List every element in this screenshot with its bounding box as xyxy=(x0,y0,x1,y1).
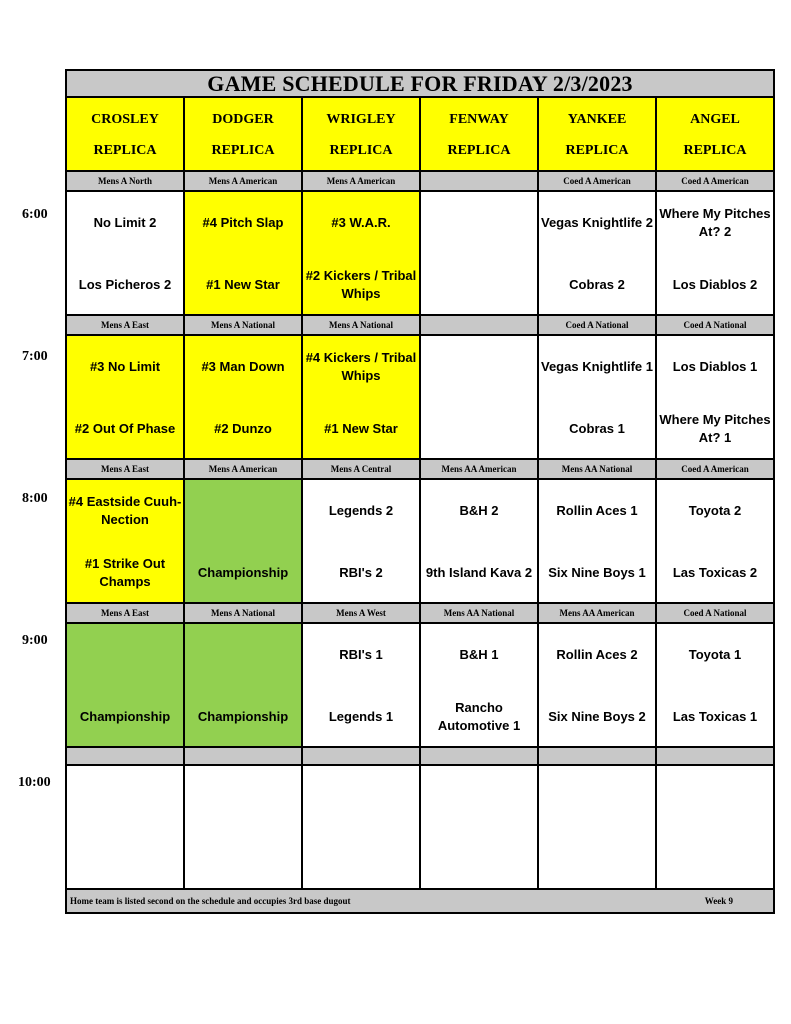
away-team: Rollin Aces 1 xyxy=(556,503,638,518)
game-cell xyxy=(185,766,303,888)
spacer-row xyxy=(67,748,773,766)
game-cell xyxy=(539,336,657,458)
division-label xyxy=(67,748,185,764)
away-team: B&H 2 xyxy=(459,503,499,518)
game-cell xyxy=(185,480,303,602)
game-cell xyxy=(303,192,421,314)
away-team: Toyota 2 xyxy=(688,503,742,518)
field-name: FENWAY xyxy=(449,111,509,127)
game-cell xyxy=(657,624,773,746)
field-name: YANKEE xyxy=(567,111,627,127)
field-header-crosley xyxy=(67,98,185,170)
field-header-row xyxy=(67,98,773,172)
away-team: #4 Pitch Slap xyxy=(202,215,284,230)
division-label xyxy=(421,316,539,334)
division-label: Mens A National xyxy=(185,604,303,622)
division-label xyxy=(185,748,303,764)
week-label: Week 9 xyxy=(704,896,733,906)
away-team: #4 Eastside Cuuh-Nection xyxy=(68,494,182,527)
division-label: Mens A East xyxy=(67,460,185,478)
away-team: Vegas Knightlife 1 xyxy=(541,359,653,374)
game-cell xyxy=(421,766,539,888)
division-row xyxy=(67,460,773,480)
home-team-note: Home team is listed second on the schedule and occupies 3rd base dugout xyxy=(70,896,351,906)
home-team: Rancho Automotive 1 xyxy=(437,700,521,733)
division-label: Coed A American xyxy=(681,464,749,474)
game-cell xyxy=(539,624,657,746)
field-name: CROSLEY xyxy=(91,111,159,127)
field-header-fenway xyxy=(421,98,539,170)
game-cell xyxy=(67,192,185,314)
home-team: #1 New Star xyxy=(324,421,398,436)
division-label: Coed A American xyxy=(681,176,749,186)
schedule-footer xyxy=(67,890,773,912)
away-team: Rollin Aces 2 xyxy=(556,647,638,662)
home-team: Where My Pitches At? 1 xyxy=(659,412,771,445)
field-sub: REPLICA xyxy=(329,142,393,158)
home-team: #2 Kickers / Tribal Whips xyxy=(305,268,417,301)
away-team: B&H 1 xyxy=(459,647,499,662)
game-cell xyxy=(185,192,303,314)
division-label: Mens AA National xyxy=(539,460,657,478)
division-label xyxy=(421,172,539,190)
away-team: #3 No Limit xyxy=(89,359,161,374)
time-slots xyxy=(67,172,773,890)
game-cell xyxy=(303,336,421,458)
field-sub: REPLICA xyxy=(93,142,157,158)
field-header-angel xyxy=(657,98,773,170)
division-label xyxy=(657,748,773,764)
field-header-yankee xyxy=(539,98,657,170)
field-name: DODGER xyxy=(212,111,274,127)
game-cell xyxy=(185,336,303,458)
home-team: #1 Strike Out Champs xyxy=(84,556,166,589)
home-team: Legends 1 xyxy=(328,709,394,724)
home-team: Championship xyxy=(79,709,171,724)
field-sub: REPLICA xyxy=(683,142,747,158)
division-label: Mens AA National xyxy=(421,604,539,622)
away-team: Where My Pitches At? 2 xyxy=(659,206,771,239)
division-label: Coed A National xyxy=(683,320,747,330)
game-row xyxy=(67,480,773,604)
division-label: Coed A American xyxy=(539,172,657,190)
game-cell xyxy=(185,624,303,746)
home-team: Los Diablos 2 xyxy=(672,277,758,292)
game-row xyxy=(67,766,773,890)
time-label-6: 6:00 xyxy=(22,207,48,222)
home-team: #2 Dunzo xyxy=(214,421,272,436)
field-header-dodger xyxy=(185,98,303,170)
game-cell xyxy=(67,336,185,458)
game-row xyxy=(67,624,773,748)
division-label xyxy=(539,748,657,764)
game-row xyxy=(67,192,773,316)
away-team: #3 W.A.R. xyxy=(331,215,391,230)
game-cell xyxy=(303,766,421,888)
home-team: Cobras 1 xyxy=(569,421,625,436)
time-label-9: 9:00 xyxy=(22,633,48,648)
division-row xyxy=(67,604,773,624)
schedule-table xyxy=(65,69,775,914)
game-cell xyxy=(539,766,657,888)
game-cell xyxy=(657,766,773,888)
division-label xyxy=(421,748,539,764)
division-label: Coed A National xyxy=(539,316,657,334)
game-cell xyxy=(421,336,539,458)
away-team: #3 Man Down xyxy=(201,359,285,374)
home-team: #1 New Star xyxy=(206,277,280,292)
division-label: Mens A American xyxy=(185,460,303,478)
away-team: Toyota 1 xyxy=(688,647,742,662)
division-label: Mens A North xyxy=(67,172,185,190)
home-team: Los Picheros 2 xyxy=(78,277,172,292)
home-team: Six Nine Boys 1 xyxy=(548,565,646,580)
game-cell xyxy=(421,192,539,314)
division-label: Coed A National xyxy=(683,608,747,618)
division-label: Mens A American xyxy=(303,172,421,190)
home-team: Cobras 2 xyxy=(569,277,625,292)
division-label: Mens A National xyxy=(185,316,303,334)
away-team: RBI's 1 xyxy=(339,647,383,662)
field-header-wrigley xyxy=(303,98,421,170)
division-label: Mens A East xyxy=(67,604,185,622)
home-team: 9th Island Kava 2 xyxy=(425,565,533,580)
field-name: ANGEL xyxy=(690,111,740,127)
game-row xyxy=(67,336,773,460)
time-label-8: 8:00 xyxy=(22,491,48,506)
time-label-7: 7:00 xyxy=(22,349,48,364)
game-cell xyxy=(67,480,185,602)
division-row xyxy=(67,172,773,192)
field-sub: REPLICA xyxy=(565,142,629,158)
division-row xyxy=(67,316,773,336)
division-label: Mens A American xyxy=(185,172,303,190)
away-team: #4 Kickers / Tribal Whips xyxy=(305,350,417,383)
game-cell xyxy=(657,192,773,314)
division-label: Mens AA American xyxy=(539,604,657,622)
home-team: Championship xyxy=(197,565,289,580)
time-label-10: 10:00 xyxy=(18,775,51,790)
division-label: Mens A Central xyxy=(303,460,421,478)
game-cell xyxy=(303,480,421,602)
home-team: Las Toxicas 1 xyxy=(672,709,758,724)
home-team: Las Toxicas 2 xyxy=(672,565,758,580)
schedule-title: GAME SCHEDULE FOR FRIDAY 2/3/2023 xyxy=(67,71,773,98)
game-cell xyxy=(539,192,657,314)
field-sub: REPLICA xyxy=(447,142,511,158)
game-cell xyxy=(67,766,185,888)
game-cell xyxy=(303,624,421,746)
division-label: Mens AA American xyxy=(421,460,539,478)
home-team: #2 Out Of Phase xyxy=(74,421,176,436)
home-team: RBI's 2 xyxy=(339,565,383,580)
game-cell xyxy=(67,624,185,746)
game-cell xyxy=(657,480,773,602)
away-team: Vegas Knightlife 2 xyxy=(541,215,653,230)
field-name: WRIGLEY xyxy=(326,111,396,127)
field-sub: REPLICA xyxy=(211,142,275,158)
division-label xyxy=(303,748,421,764)
game-cell xyxy=(421,480,539,602)
away-team: Los Diablos 1 xyxy=(672,359,758,374)
game-cell xyxy=(539,480,657,602)
game-cell xyxy=(421,624,539,746)
division-label: Mens A East xyxy=(67,316,185,334)
game-cell xyxy=(657,336,773,458)
home-team: Six Nine Boys 2 xyxy=(548,709,646,724)
division-label: Mens A West xyxy=(303,604,421,622)
home-team: Championship xyxy=(197,709,289,724)
division-label: Mens A National xyxy=(303,316,421,334)
away-team: No Limit 2 xyxy=(93,215,157,230)
away-team: Legends 2 xyxy=(328,503,394,518)
